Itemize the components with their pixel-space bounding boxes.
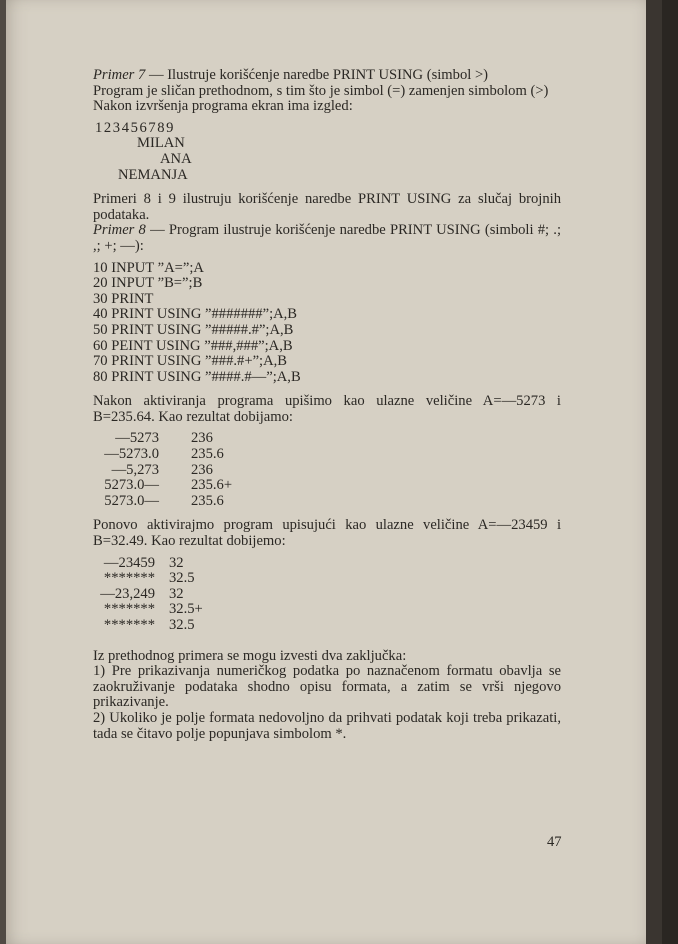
page-text <box>93 68 561 742</box>
program-line: 30 PRINT <box>93 290 154 307</box>
table-row: —23,249 32 <box>100 585 184 602</box>
primer-7-text: — Ilustruje korišćenje naredbe PRINT USING (simbol >) <box>145 67 489 83</box>
paragraph-program-description: Program je sličan prethodnom, s tim što je simbol (=) zamenjen simbolom (>) <box>93 82 549 99</box>
paragraph-primeri-8-9: Primeri 8 i 9 ilustruju korišćenje naredbe PRINT USING za slučaj brojnih podataka. <box>93 191 561 223</box>
table-row: —23459 32 <box>103 554 184 571</box>
book-spine <box>646 0 662 944</box>
program-line: 60 PEINT USING ”###,###”;A,B <box>93 337 293 354</box>
program-line: 10 INPUT ”A=”;A <box>93 259 204 276</box>
paragraph-primer-7 <box>93 68 561 84</box>
program-line: 50 PRINT USING ”#####.#”;A,B <box>93 321 294 338</box>
table-row: —5,273 236 <box>111 461 213 478</box>
paragraph-conclusion-1: 1) Pre prikazivanja numeričkog podatka po naznačenom formatu obavlja se zaokruživanje podataka shodno opisu formata, a zatim se vrši njegovo prikazivanje. <box>93 663 561 711</box>
paragraph-run-2: Ponovo aktivirajmo program upisujući kao ulazne veličine A=—23459 i B=32.49. Kao rezultat dobijemo: <box>93 517 561 550</box>
paragraph-primer-8 <box>93 223 561 254</box>
primer-8-label: Primer 8 <box>93 222 146 239</box>
table-row: ******* 32.5 <box>103 617 195 633</box>
table-row: ******* 32.5 <box>103 570 195 587</box>
program-line: 20 INPUT ”B=”;B <box>93 275 203 292</box>
paragraph-conclusions-intro: Iz prethodnog primera se mogu izvesti dva zaključka: <box>93 647 407 664</box>
table-row: ******* 32.5+ <box>103 601 203 618</box>
program-line: 80 PRINT USING ”####.#—”;A,B <box>93 368 301 385</box>
page-number: 47 <box>547 834 562 850</box>
table-row: 5273.0— 235.6 <box>104 492 224 509</box>
result-table-1 <box>93 431 561 509</box>
paragraph-run-1: Nakon aktiviranja programa upišimo kao ulazne veličine A=—5273 i B=235.64. Kao rezultat dobijamo: <box>93 393 561 425</box>
primer-8-text: — Program ilustruje korišćenje naredbe PRINT USING (simboli #; .; ,; +; —): <box>93 222 561 254</box>
program-line: 70 PRINT USING ”###.#+”;A,B <box>93 353 288 370</box>
primer-7-label: Primer 7 <box>93 67 146 83</box>
screen-output-line: 123456789 <box>95 119 176 136</box>
screen-output-line: ANA <box>160 150 192 167</box>
paragraph-screen-intro: Nakon izvršenja programa ekran ima izgled: <box>93 98 353 115</box>
screen-output-block <box>95 121 561 183</box>
table-row: 5273.0— 235.6+ <box>104 477 233 494</box>
program-listing <box>93 261 561 386</box>
screen-output-line: NEMANJA <box>118 166 188 183</box>
table-row: —5273 236 <box>115 430 213 447</box>
screen-output-line: MILAN <box>137 135 185 152</box>
program-line: 40 PRINT USING ”#######”;A,B <box>93 306 298 323</box>
table-row: —5273.0 235.6 <box>104 446 224 463</box>
result-table-2 <box>93 556 561 634</box>
paragraph-conclusion-2: 2) Ukoliko je polje formata nedovoljno da prihvati podatak koji treba prikazati, tada se čitavo polje popunjava simbolom *. <box>93 709 561 742</box>
